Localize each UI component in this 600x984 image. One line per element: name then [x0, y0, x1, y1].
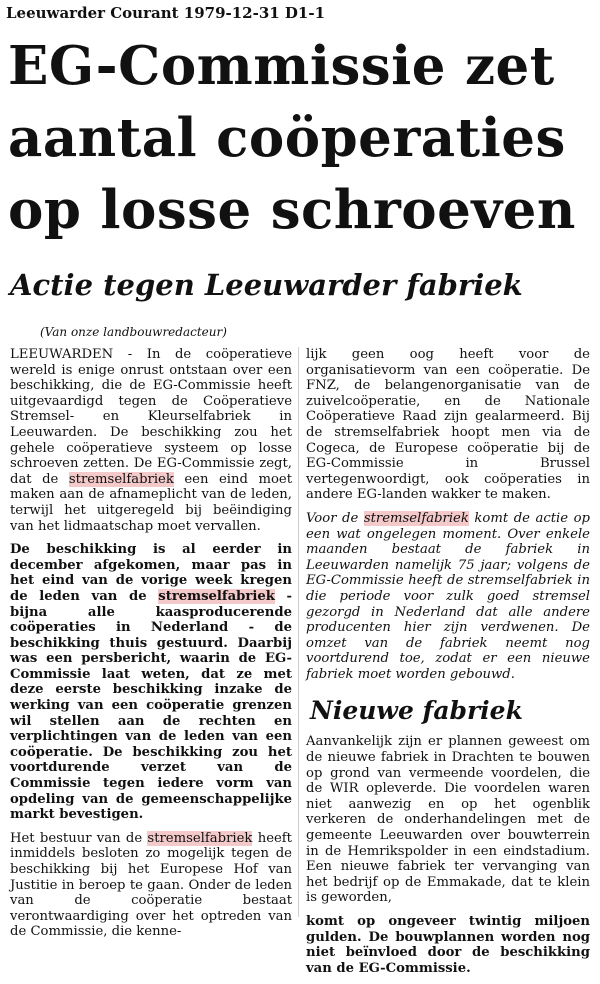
source-line: Leeuwarder Courant 1979-12-31 D1-1: [6, 4, 326, 22]
text: LEEUWARDEN - In de coöperatieve wereld is enige onrust ontstaan over een beschikking, die de EG-Commissie heeft uitgevaardigd tegen de Coöperatieve Stremsel- en Kleurselfabriek in Leeuwarden. De beschikking zou het gehele coöperatieve systeem op losse schroeven zetten. De EG-Commissie zegt, dat de: [10, 347, 292, 487]
paragraph: komt op ongeveer twintig miljoen gulden. De bouwplannen worden nog niet beïnvloed door de beschikking van de EG-Commissie.: [306, 914, 590, 976]
text: heeft inmiddels besloten zo mogelijk tegen de beschikking bij het Europese Hof van Justitie in beroep te gaan. Onder de leden van de coöperatie bestaat verontwaardiging over het optreden van de Commissie, die kenne-: [10, 830, 292, 940]
text: komt de actie op een wat ongelegen moment. Over enkele maanden bestaat de fabriek in Leeuwarden namelijk 75 jaar; volgens de EG-Commissie heeft de stremselfabriek in die periode voor zulk goed stremsel gezorgd in Nederland dat alle andere producenten hier zijn verdwenen. De omzet van de fabriek neemt nog voortdurend toe, zodat er een nieuwe fabriek moet worden gebouwd.: [306, 510, 590, 682]
paragraph: [10, 542, 292, 823]
paragraph: [10, 347, 292, 534]
highlighted-term: stremselfabriek: [147, 830, 253, 846]
headline: [8, 30, 598, 246]
highlighted-term: stremselfabriek: [158, 588, 275, 604]
highlighted-term: stremselfabriek: [363, 510, 469, 526]
text: Voor de: [306, 510, 359, 526]
article-column-2: [306, 347, 590, 984]
article-column-1: [10, 347, 292, 948]
text: - bijna alle kaasproducerende coöperaties in Nederland - de beschikking thuis gestuurd. Daarbij was een persbericht, waarin de EG-Commissie laat weten, dat ze met deze eerste beschikking inzake de werking van een coöperatie grenzen wil stellen aan de rechten en verplichtingen van de leden van een coöperatie. De beschikking zou het voortdurende verzet van de Commissie tegen iedere vorm van opdeling van de gemeenschappelijke markt bevestigen.: [10, 588, 293, 823]
paragraph: Aanvankelijk zijn er plannen geweest om de nieuwe fabriek in Drachten te bouwen op grond van vermeende voordelen, die de WIR opleverde. Die voordelen waren niet aanwezig en op het ogenblik verkeren de onderhandelingen met de gemeente Leeuwarden over bouwterrein in de Hemrikspolder in een eindstadium. Een nieuwe fabriek ter vervanging van het bedrijf op de Emmakade, dat te klein is geworden,: [306, 734, 590, 906]
text: De beschikking is al eerder in december afgekomen, maar pas in het eind van de vorige week kregen de leden van de: [10, 542, 292, 604]
paragraph: lijk geen oog heeft voor de organisatievorm van een coöperatie. De FNZ, de belangenorganisatie van de zuivelcoöperatie, en de Nationale Coöperatieve Raad zijn gealarmeerd. Bij de stremselfabriek hoopt men via de Cogeca, de Europese coöperatie bij de EG-Commissie in Brussel vertegenwoordigt, ook coöperaties in andere EG-landen wakker te maken.: [306, 347, 590, 503]
column-divider: [298, 347, 299, 917]
headline-line-3: op losse schroeven: [8, 179, 576, 241]
byline: (Van onze landbouwredacteur): [40, 325, 227, 339]
text: een eind moet maken aan de afnameplicht van de leden, terwijl het uitgeregeld bij beëindiging van het lidmaatschap moet vervallen.: [10, 471, 292, 534]
highlighted-term: stremselfabriek: [68, 471, 174, 487]
headline-line-1: EG-Commissie zet: [8, 35, 555, 97]
paragraph: [306, 511, 590, 683]
text: Het bestuur van de: [10, 830, 143, 846]
subheadline: Actie tegen Leeuwarder fabriek: [10, 268, 523, 302]
section-title: Nieuwe fabriek: [310, 696, 523, 726]
headline-line-2: aantal coöperaties: [8, 107, 566, 169]
